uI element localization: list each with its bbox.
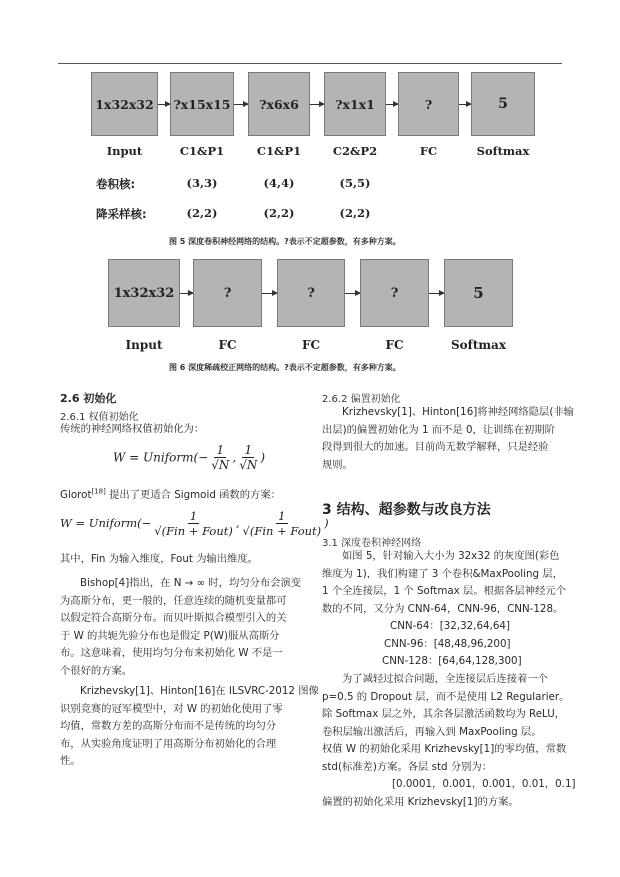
eq2-sep: ,: [235, 516, 240, 530]
cnn-line-4: 数的不同，又分为 CNN-64，CNN-96，CNN-128。: [322, 602, 564, 615]
arrow-icon: [180, 293, 193, 294]
dropout-line-5: 权值 W 的初始化采用 Krizhevsky[1]的零均值，常数: [322, 743, 567, 755]
fig5-kernel-label: 卷积核:: [96, 177, 136, 191]
section-2-6-heading: 2.6 初始化: [60, 392, 117, 405]
eq1-end: ): [260, 450, 266, 465]
kriz-w-line-5: 性。: [60, 755, 81, 767]
fig6-label-fc-1: FC: [218, 338, 237, 352]
std-values: [0.0001，0.001，0.001，0.01，0.1]: [392, 778, 576, 790]
eq1-frac-2: [237, 444, 259, 472]
eq1-num-2: 1: [244, 443, 253, 457]
fig6-caption: 图 6 深度稀疏校正网络的结构。?表示不定超参数，有多种方案。: [169, 363, 401, 372]
fig5-kernel-2: (4,4): [263, 176, 295, 190]
fig5-box-c2p2: ?x1x1: [324, 72, 386, 136]
section-2-6-2-heading: 2.6.2 偏置初始化: [322, 394, 401, 405]
fig5-pool-3: (2,2): [339, 206, 371, 220]
bishop-line-5: 布。这意味着，使用均匀分布来初始化 W 不是一: [60, 647, 283, 659]
kriz-w-line-2: 识别竞赛的冠军模型中，对 W 的初始化使用了零: [60, 702, 283, 715]
eq1-frac-1: [209, 444, 231, 472]
fig6-box-fc-2: ?: [277, 259, 345, 327]
paragraph-bishop: [60, 575, 314, 680]
fig6-label-input: Input: [125, 338, 163, 352]
eq2-frac-2: [241, 510, 324, 538]
equation-uniform-glorot: [60, 510, 329, 538]
fig6-box-fc-1: ?: [193, 259, 262, 327]
bishop-line-3: 以假定符合高斯分布。而贝叶斯拟合模型引入的关: [60, 612, 287, 624]
bishop-line-6: 个很好的方案。: [60, 664, 133, 677]
fig5-label-input: Input: [106, 144, 143, 158]
cnn-128-config: CNN-128：[64,64,128,300]: [382, 655, 522, 667]
section-2-6-1-heading: 2.6.1 权值初始化: [60, 412, 139, 423]
arrow-icon: [386, 104, 398, 105]
section-3-1-heading: 3.1 深度卷积神经网络: [322, 538, 422, 549]
bias-line-2: 出层)的偏置初始化为 1 而不是 0，让训练在初期阶: [322, 423, 555, 436]
fig5-label-softmax: Softmax: [476, 144, 530, 158]
cnn-96-config: CNN-96：[48,48,96,200]: [384, 637, 511, 650]
dropout-line-2: p=0.5 的 Dropout 层，而不是使用 L2 Regularier。: [322, 690, 570, 703]
fig5-box-softmax: 5: [471, 72, 535, 136]
eq1-den-1: √N: [211, 458, 230, 472]
dropout-line-6: std(标准差)方案。各层 std 分别为：: [322, 760, 493, 773]
kriz-w-line-4: 布，从实验角度证明了用高斯分布初始化的合理: [60, 737, 277, 750]
dropout-line-1: 为了减轻过拟合问题，全连接层后连接着一个: [342, 673, 548, 685]
fig6-label-fc-2: FC: [301, 338, 321, 352]
fig6-box-input: 1x32x32: [108, 259, 180, 327]
fig5-box-c1p1-b: ?x6x6: [248, 72, 310, 136]
kriz-w-line-3: 均值，常数方差的高斯分布而不是传统的均匀分: [60, 720, 277, 732]
arrow-icon: [262, 293, 277, 294]
fig5-pool-1: (2,2): [186, 206, 218, 220]
fig5-box-c1p1-a: ?x15x15: [170, 72, 234, 136]
paragraph-dropout-relu: [322, 671, 576, 811]
cnn-line-1: 如图 5，针对输入大小为 32x32 的灰度图(彩色: [342, 550, 560, 562]
arrow-icon: [429, 293, 444, 294]
fig6-box-fc-3: ?: [360, 259, 429, 327]
eq2-end: ): [324, 516, 329, 530]
fig5-label-c1p1-b: C1&P1: [256, 144, 302, 158]
eq2-den-1: √(Fin + Fout): [154, 524, 233, 538]
cnn-64-config: CNN-64：[32,32,64,64]: [390, 620, 510, 632]
fig5-label-c2p2: C2&P2: [332, 144, 378, 158]
arrow-icon: [459, 104, 471, 105]
fig5-label-c1p1-a: C1&P1: [179, 144, 225, 158]
fig5-box-fc: ?: [398, 72, 459, 136]
glorot-name: Glorot: [60, 489, 92, 501]
fig5-kernel-1: (3,3): [186, 176, 218, 190]
section-3-heading: 3 结构、超参数与改良方法: [322, 502, 491, 518]
dropout-line-3: 除 Softmax 层之外，其余各层激活函数均为 ReLU，: [322, 708, 566, 720]
header-rule: [58, 63, 562, 64]
fig5-pool-2: (2,2): [263, 206, 295, 220]
bishop-line-2: 为高斯分布，更一般的，任意连续的随机变量都可: [60, 594, 287, 607]
bias-line-3: 段得到很大的加速。目前尚无数学解释，只是经验: [322, 441, 549, 453]
glorot-text: 提出了更适合 Sigmoid 函数的方案：: [109, 489, 281, 501]
glorot-ref: [18]: [91, 487, 106, 496]
fig5-label-fc: FC: [419, 144, 438, 158]
bias-line-1: Krizhevsky[1]、Hinton[16]将神经网络隐层(非输: [342, 406, 574, 418]
eq1-num-1: 1: [216, 443, 225, 457]
paragraph-krizhevsky-weights: [60, 683, 319, 771]
fig6-label-softmax: Softmax: [450, 338, 506, 352]
equation-uniform-basic: [113, 444, 265, 472]
paragraph-bias-init: [322, 404, 574, 474]
bishop-line-1: Bishop[4]指出，在 N → ∞ 时，均匀分布会演变: [80, 577, 302, 589]
eq1-den-2: √N: [239, 458, 258, 472]
arrow-icon: [310, 104, 324, 105]
kriz-w-line-1: Krizhevsky[1]、Hinton[16]在 ILSVRC-2012 图像: [80, 685, 319, 697]
fig5-pool-label: 降采样核:: [96, 207, 147, 221]
fig5-caption: 图 5 深度卷积神经网络的结构。?表示不定超参数，有多种方案。: [169, 237, 401, 246]
dropout-line-4: 卷积层输出激活后，再输入到 MaxPooling 层。: [322, 725, 542, 738]
arrow-icon: [345, 293, 360, 294]
eq2-frac-1: [152, 510, 235, 538]
paragraph-cnn-structure: [322, 548, 566, 618]
fig5-box-input: 1x32x32: [91, 72, 158, 136]
eq2-num-2: 1: [278, 509, 286, 523]
dropout-line-8: 偏置的初始化采用 Krizhevsky[1]的方案。: [322, 795, 519, 808]
arrow-icon: [234, 104, 248, 105]
paragraph-fin-fout: 其中，Fin 为输入维度，Fout 为输出维度。: [60, 553, 258, 565]
bias-line-4: 规则。: [322, 458, 353, 471]
fig5-kernel-3: (5,5): [339, 176, 371, 190]
eq1-lhs: W = Uniform(−: [113, 450, 209, 465]
cnn-config-list: [382, 618, 522, 671]
arrow-icon: [158, 104, 170, 105]
paragraph-glorot: [60, 487, 313, 505]
eq2-lhs: W = Uniform(−: [60, 516, 152, 530]
cnn-line-3: 1 个全连接层，1 个 Softmax 层。根据各层神经元个: [322, 585, 566, 597]
eq1-sep: ,: [232, 450, 237, 465]
cnn-line-2: 维度为 1)，我们构建了 3 个卷积&MaxPooling 层，: [322, 567, 563, 580]
bishop-line-4: 于 W 的共轭先验分布也是假定 P(W)服从高斯分: [60, 629, 280, 642]
eq2-num-1: 1: [189, 509, 198, 523]
fig6-label-fc-3: FC: [385, 338, 404, 352]
fig6-box-softmax: 5: [444, 259, 513, 327]
paragraph-traditional-init: 传统的神经网络权值初始化为：: [60, 423, 205, 435]
eq2-den-2: √(Fin + Fout): [242, 524, 322, 538]
